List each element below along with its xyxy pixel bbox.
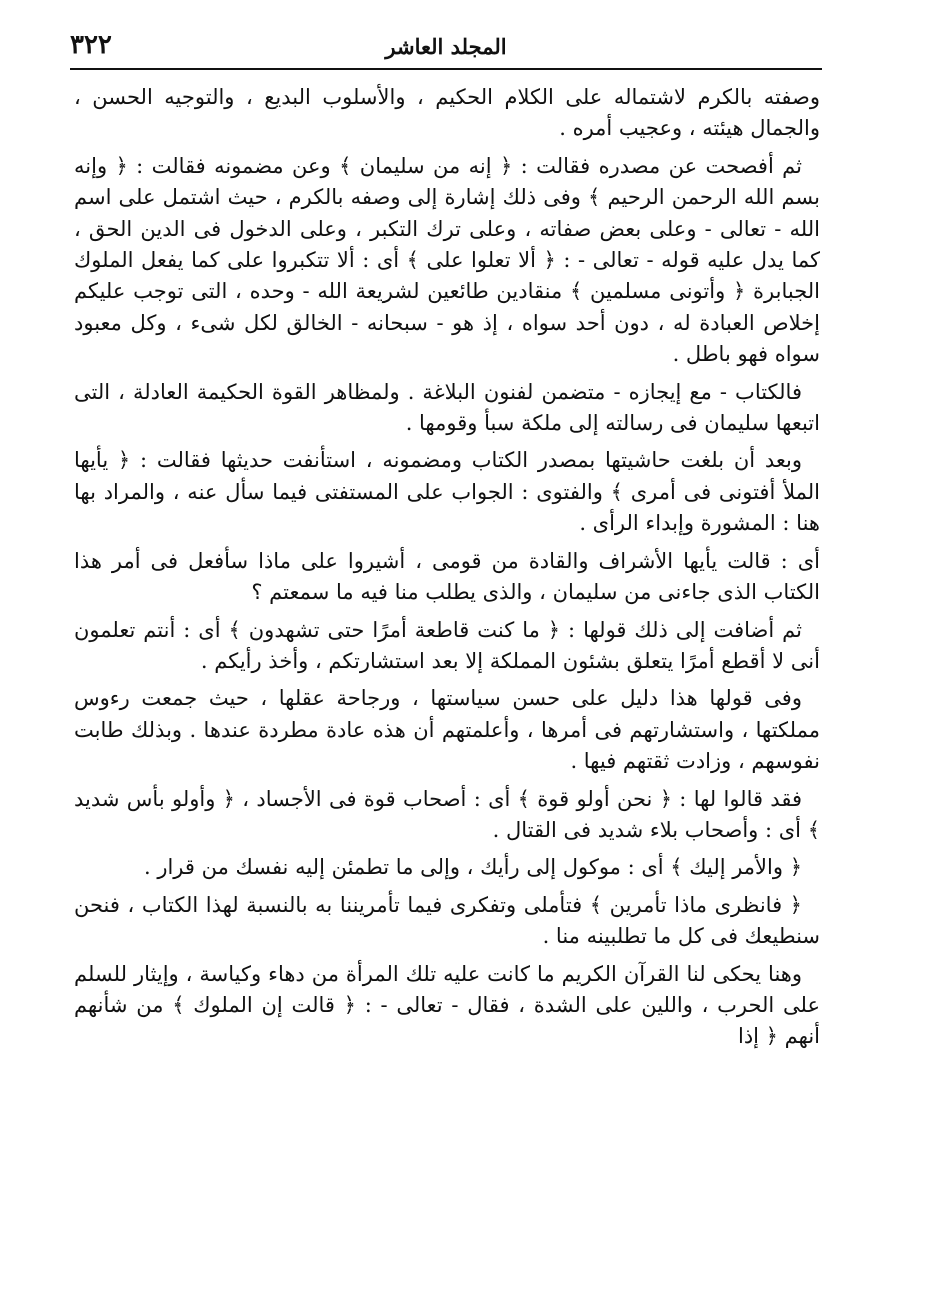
paragraph: أى : قالت يأيها الأشراف والقادة من قومى ، أشيروا على ماذا سأفعل فى أمر هذا الكتاب الذى جاءنى من سليمان ، والذى يطلب منا فيه ما سمعتم ؟ bbox=[74, 548, 820, 605]
paragraph: فالكتاب - مع إيجازه - متضمن لفنون البلاغة . ولمظاهر القوة الحكيمة العادلة ، التى اتبعها سليمان فى رسالته إلى ملكة سبأ وقومها . bbox=[74, 379, 820, 436]
paragraph: ﴿ والأمر إليك ﴾ أى : موكول إلى رأيك ، وإلى ما تطمئن إليه نفسك من قرار . bbox=[143, 855, 802, 880]
paragraph: وبعد أن بلغت حاشيتها بمصدر الكتاب ومضمونه ، استأنفت حديثها فقالت : ﴿ يأيها الملأ أفتونى فى أمرى ﴾ والفتوى : الجواب على المستفتى فيما سأل عنه ، والمراد بها هنا : المشورة وإبداء الرأى . bbox=[74, 448, 820, 536]
page-body bbox=[74, 82, 820, 1059]
paragraph: وصفته بالكرم لاشتماله على الكلام الحكيم ، والأسلوب البديع ، والتوجيه الحسن ، والجمال هيئته ، وعجيب أمره . bbox=[74, 85, 820, 141]
page-number: ٣٢٢ bbox=[70, 30, 112, 60]
paragraph: ثم أفصحت عن مصدره فقالت : ﴿ إنه من سليمان ﴾ وعن مضمونه فقالت : ﴿ وإنه بسم الله الرحمن الرحيم ﴾ وفى ذلك إشارة إلى وصفه بالكرم ، حيث اشتمل على اسم الله - تعالى - وعلى بعض صفاته ، وعلى ترك التكبر ، وعلى الدخول فى الدين الحق ، كما يدل عليه قوله - تعالى - : ﴿ ألا تعلوا على ﴾ أى : ألا تتكبروا على كما يفعل الملوك الجبابرة ﴿ وأتونى مسلمين ﴾ منقادين طائعين لشريعة الله - وحده ، التى توجب عليكم إخلاص العبادة له ، دون أحد سواه ، إذ هو - سبحانه - الخالق لكل شىء ، وكل معبود سواه فهو باطل . bbox=[74, 153, 820, 367]
paragraph: وهنا يحكى لنا القرآن الكريم ما كانت عليه تلك المرأة من دهاء وكياسة ، وإيثار للسلم على الحرب ، واللين على الشدة ، فقال - تعالى - : ﴿ قالت إن الملوك ﴾ من شأنهم أنهم ﴿ إذا bbox=[74, 961, 820, 1049]
paragraph: فقد قالوا لها : ﴿ نحن أولو قوة ﴾ أى : أصحاب قوة فى الأجساد ، ﴿ وأولو بأس شديد ﴾ أى : وأصحاب بلاء شديد فى القتال . bbox=[74, 786, 820, 842]
paragraph: ثم أضافت إلى ذلك قولها : ﴿ ما كنت قاطعة أمرًا حتى تشهدون ﴾ أى : أنتم تعلمون أنى لا أقطع أمرًا يتعلق بشئون المملكة إلا بعد استشارتكم ، وأخذ رأيكم . bbox=[74, 617, 820, 673]
running-title: المجلد العاشر bbox=[385, 34, 507, 59]
paragraph: وفى قولها هذا دليل على حسن سياستها ، ورجاحة عقلها ، حيث جمعت رءوس مملكتها ، واستشارتهم فى أمرها ، وأعلمتهم أن هذه عادة مطردة عندها . وبذلك طابت نفوسهم ، وزادت ثقتهم فيها . bbox=[74, 686, 820, 774]
page-header bbox=[70, 24, 822, 70]
paragraph: ﴿ فانظرى ماذا تأمرين ﴾ فتأملى وتفكرى فيما تأمريننا به بالنسبة لهذا الكتاب ، فنحن سنطيعك فى كل ما تطلبينه منا . bbox=[74, 892, 820, 949]
